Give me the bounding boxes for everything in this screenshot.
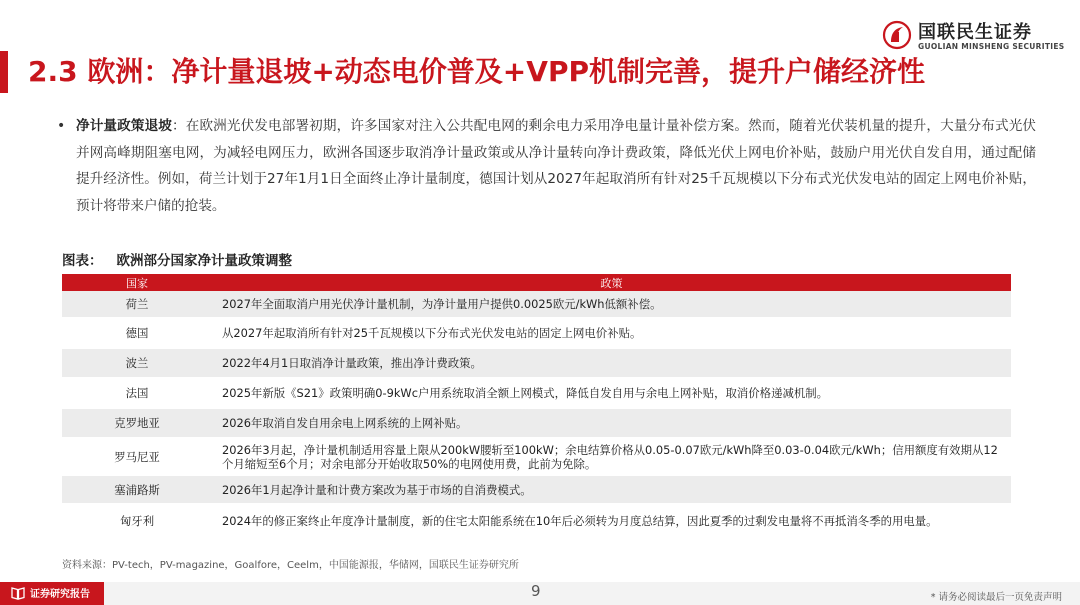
title-accent-bar — [0, 51, 8, 93]
source-note: 资料来源：PV-tech，PV-magazine，Goalfore，Ceelm，中国能源报，华储网，国联民生证券研究所 — [62, 560, 519, 571]
policy-table — [62, 274, 1011, 538]
body-paragraph — [76, 113, 1036, 219]
policy-cell: 2026年3月起，净计量机制适用容量上限从200kW腰斩至100kW；余电结算价格从0.05-0.07欧元/kWh降至0.03-0.04欧元/kWh；信用额度有效期从12个月缩短至6个月；对余电部分开始收取50%的电网使用费，此前为免除。 — [212, 438, 1011, 475]
policy-cell: 2027年全面取消户用光伏净计量机制，为净计量用户提供0.0025欧元/kWh低额补偿。 — [212, 291, 1011, 318]
header-country: 国家 — [62, 274, 212, 291]
figure-caption: 欧洲部分国家净计量政策调整 — [116, 253, 292, 269]
logo-mark-icon — [882, 20, 912, 50]
country-cell: 匈牙利 — [62, 504, 212, 537]
table-header-row — [62, 274, 1011, 291]
policy-cell: 2024年的修正案终止年度净计量制度，新的住宅太阳能系统在10年后必须转为月度总结算，因此夏季的过剩发电量将不再抵消冬季的用电量。 — [212, 504, 1011, 537]
table-row — [62, 408, 1011, 438]
bullet-dot: • — [57, 118, 66, 134]
paragraph-text: ：在欧洲光伏发电部署初期，许多国家对注入公共配电网的剩余电力采用净电量计量补偿方案。然而，随着光伏装机量的提升，大量分布式光伏并网高峰期阻塞电网，为减轻电网压力，欧洲各国逐步取消净计量政策或从净计量转向净计费政策，降低光伏上网电价补贴，鼓励户用光伏自发自用，通过配储提升经济性。例如，荷兰计划于27年1月1日全面终止净计量制度，德国计划从2027年起取消所有针对25千瓦规模以下分布式光伏发电站的固定上网电价补贴，预计将带来户储的抢装。 — [76, 118, 1036, 214]
policy-cell: 2026年取消自发自用余电上网系统的上网补贴。 — [212, 408, 1011, 438]
country-cell: 罗马尼亚 — [62, 438, 212, 475]
policy-cell: 从2027年起取消所有针对25千瓦规模以下分布式光伏发电站的固定上网电价补贴。 — [212, 318, 1011, 348]
footer-label: 证券研究报告 — [30, 589, 90, 600]
logo-text-en: GUOLIAN MINSHENG SECURITIES — [918, 42, 1065, 51]
paragraph-lead: 净计量政策退坡 — [76, 118, 173, 134]
country-cell: 法国 — [62, 378, 212, 408]
table-row — [62, 504, 1011, 537]
country-cell: 波兰 — [62, 348, 212, 378]
policy-cell: 2022年4月1日取消净计量政策，推出净计费政策。 — [212, 348, 1011, 378]
logo-text-cn: 国联民生证券 — [918, 22, 1032, 43]
table-row — [62, 475, 1011, 504]
disclaimer-note: * 请务必阅读最后一页免责声明 — [930, 592, 1062, 603]
figure-title — [62, 249, 292, 269]
page-title: 2.3 欧洲：净计量退坡+动态电价普及+VPP机制完善，提升户储经济性 — [28, 55, 925, 88]
book-icon — [10, 585, 26, 601]
country-cell: 荷兰 — [62, 291, 212, 318]
page-number: 9 — [531, 582, 541, 600]
country-cell: 德国 — [62, 318, 212, 348]
figure-label: 图表： — [62, 253, 103, 269]
table-row — [62, 291, 1011, 318]
table-row — [62, 318, 1011, 348]
policy-cell: 2025年新版《S21》政策明确0-9kWc户用系统取消全额上网模式，降低自发自用与余电上网补贴，取消价格递减机制。 — [212, 378, 1011, 408]
policy-cell: 2026年1月起净计量和计费方案改为基于市场的自消费模式。 — [212, 475, 1011, 504]
table-row — [62, 378, 1011, 408]
table-row — [62, 348, 1011, 378]
table-row — [62, 438, 1011, 475]
country-cell: 塞浦路斯 — [62, 475, 212, 504]
country-cell: 克罗地亚 — [62, 408, 212, 438]
company-logo — [882, 18, 1065, 54]
header-policy: 政策 — [212, 274, 1011, 291]
